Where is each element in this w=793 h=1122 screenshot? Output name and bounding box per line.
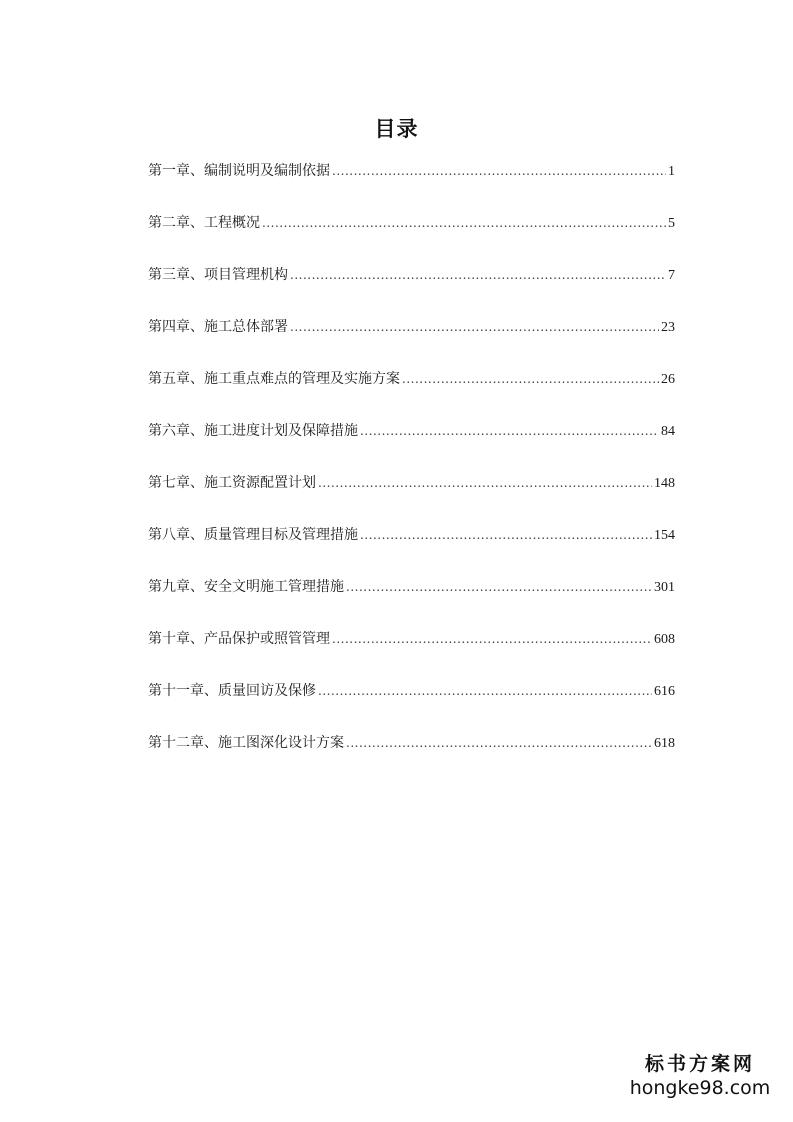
toc-entry-label: 第十一章、质量回访及保修: [148, 683, 316, 699]
toc-entry-label: 第五章、施工重点难点的管理及实施方案: [148, 371, 400, 387]
toc-entry-page-number: 301: [654, 580, 675, 595]
toc-dot-leader: [346, 574, 652, 600]
toc-entry-chapter-8[interactable]: [148, 522, 675, 548]
toc-entry-page-number: 618: [654, 736, 675, 751]
toc-dot-leader: [402, 366, 659, 392]
toc-entry-page-number: 5: [668, 216, 675, 231]
toc-dot-leader: [290, 262, 666, 288]
table-of-contents: [148, 158, 675, 782]
toc-entry-chapter-7[interactable]: [148, 470, 675, 496]
toc-dot-leader: [346, 730, 652, 756]
toc-entry-chapter-1[interactable]: [148, 158, 675, 184]
toc-entry-page-number: 7: [668, 268, 675, 283]
toc-entry-chapter-11[interactable]: [148, 678, 675, 704]
toc-entry-label: 第八章、质量管理目标及管理措施: [148, 527, 358, 543]
toc-entry-chapter-12[interactable]: [148, 730, 675, 756]
toc-entry-page-number: 1: [668, 164, 675, 179]
toc-entry-page-number: 84: [661, 424, 675, 439]
toc-entry-label: 第一章、编制说明及编制依据: [148, 163, 330, 179]
toc-entry-page-number: 608: [654, 632, 675, 647]
toc-entry-label: 第十二章、施工图深化设计方案: [148, 735, 344, 751]
toc-entry-chapter-2[interactable]: [148, 210, 675, 236]
toc-dot-leader: [332, 158, 666, 184]
toc-entry-label: 第七章、施工资源配置计划: [148, 475, 316, 491]
toc-dot-leader: [360, 522, 652, 548]
toc-dot-leader: [262, 210, 666, 236]
toc-dot-leader: [360, 418, 659, 444]
toc-entry-chapter-3[interactable]: [148, 262, 675, 288]
toc-entry-chapter-4[interactable]: [148, 314, 675, 340]
toc-entry-chapter-9[interactable]: [148, 574, 675, 600]
toc-entry-label: 第九章、安全文明施工管理措施: [148, 579, 344, 595]
toc-entry-page-number: 616: [654, 684, 675, 699]
watermark-url: hongke98.com: [629, 1077, 771, 1099]
site-watermark: [625, 1052, 775, 1100]
toc-title: 目录: [374, 117, 419, 141]
toc-entry-label: 第十章、产品保护或照管管理: [148, 631, 330, 647]
toc-entry-chapter-5[interactable]: [148, 366, 675, 392]
toc-dot-leader: [318, 678, 652, 704]
toc-entry-label: 第三章、项目管理机构: [148, 267, 288, 283]
toc-entry-chapter-10[interactable]: [148, 626, 675, 652]
toc-dot-leader: [332, 626, 652, 652]
toc-entry-label: 第四章、施工总体部署: [148, 319, 288, 335]
toc-entry-page-number: 148: [654, 476, 675, 491]
toc-entry-page-number: 154: [654, 528, 675, 543]
toc-entry-chapter-6[interactable]: [148, 418, 675, 444]
toc-entry-page-number: 26: [661, 372, 675, 387]
toc-dot-leader: [318, 470, 652, 496]
toc-entry-label: 第二章、工程概况: [148, 215, 260, 231]
toc-entry-label: 第六章、施工进度计划及保障措施: [148, 423, 358, 439]
toc-entry-page-number: 23: [661, 320, 675, 335]
watermark-brand: 标书方案网: [644, 1053, 755, 1075]
toc-dot-leader: [290, 314, 659, 340]
